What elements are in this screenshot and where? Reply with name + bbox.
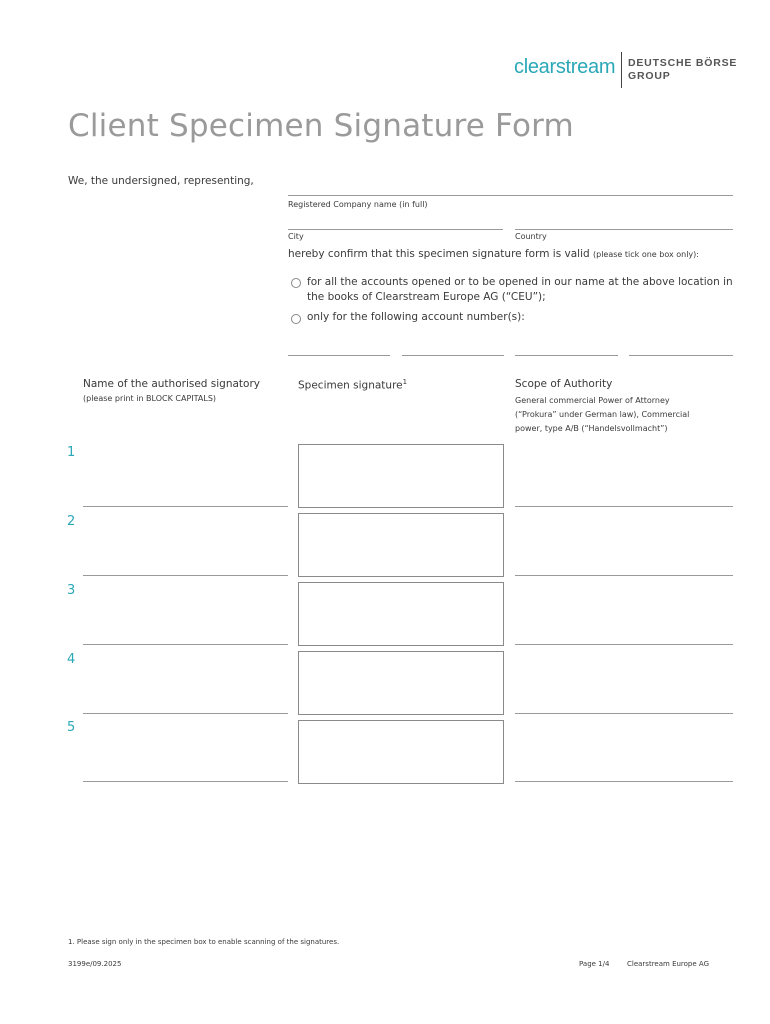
- option-specific-accounts: only for the following account number(s):: [307, 311, 525, 323]
- city-field[interactable]: [288, 229, 503, 230]
- intro-text: We, the undersigned, representing,: [68, 175, 254, 187]
- deutsche-boerse-logo: [628, 57, 737, 83]
- signatory-name-field-1[interactable]: [83, 506, 288, 507]
- account-number-field-1[interactable]: [288, 355, 390, 356]
- account-number-field-2[interactable]: [402, 355, 504, 356]
- country-field[interactable]: [515, 229, 733, 230]
- scope-field-5[interactable]: [515, 781, 733, 782]
- scope-note-line1: General commercial Power of Attorney: [515, 396, 670, 405]
- specific-accounts-checkbox[interactable]: [291, 314, 301, 324]
- row-number-1: 1: [67, 445, 76, 460]
- all-accounts-checkbox[interactable]: [291, 278, 301, 288]
- city-label: City: [288, 232, 304, 241]
- signatory-name-field-3[interactable]: [83, 644, 288, 645]
- header-specimen-signature: [298, 378, 407, 392]
- footnote-marker: 1: [402, 378, 408, 386]
- header-scope-of-authority: Scope of Authority: [515, 378, 613, 390]
- footer-company: Clearstream Europe AG: [627, 960, 709, 968]
- account-number-field-3[interactable]: [515, 355, 618, 356]
- option-all-accounts-line2: the books of Clearstream Europe AG (“CEU”);: [307, 291, 546, 303]
- scope-note-line2: (“Prokura” under German law), Commercial: [515, 410, 690, 419]
- logo-group-line1: DEUTSCHE BÖRSE: [628, 57, 738, 69]
- clearstream-logo: clearstream: [514, 56, 616, 78]
- specimen-signature-box-4[interactable]: [298, 651, 504, 715]
- header-scope-note: [515, 394, 689, 436]
- confirm-note: (please tick one box only):: [593, 250, 699, 259]
- signatory-name-field-2[interactable]: [83, 575, 288, 576]
- scope-field-3[interactable]: [515, 644, 733, 645]
- header-signatory-name: Name of the authorised signatory: [83, 378, 261, 390]
- specimen-signature-box-5[interactable]: [298, 720, 504, 784]
- scope-field-4[interactable]: [515, 713, 733, 714]
- row-number-4: 4: [67, 652, 76, 667]
- company-name-label: Registered Company name (in full): [288, 200, 428, 209]
- page-title: Client Specimen Signature Form: [68, 108, 574, 144]
- signatory-name-field-5[interactable]: [83, 781, 288, 782]
- specimen-signature-box-1[interactable]: [298, 444, 504, 508]
- signatory-name-field-4[interactable]: [83, 713, 288, 714]
- company-name-field[interactable]: [288, 195, 733, 196]
- specimen-signature-box-3[interactable]: [298, 582, 504, 646]
- row-number-2: 2: [67, 514, 76, 529]
- row-number-5: 5: [67, 720, 76, 735]
- scope-field-1[interactable]: [515, 506, 733, 507]
- confirm-text: hereby confirm that this specimen signature form is valid: [288, 248, 590, 260]
- header-specimen-label: Specimen signature: [298, 379, 403, 392]
- account-number-field-4[interactable]: [629, 355, 733, 356]
- footnote: 1. Please sign only in the specimen box to enable scanning of the signatures.: [68, 938, 340, 946]
- logo-divider: [621, 52, 622, 88]
- specimen-signature-box-2[interactable]: [298, 513, 504, 577]
- scope-field-2[interactable]: [515, 575, 733, 576]
- option-all-accounts: [307, 275, 733, 305]
- header-signatory-note: (please print in BLOCK CAPITALS): [83, 394, 217, 403]
- document-reference: 3199e/09.2025: [68, 960, 122, 968]
- confirm-statement: [288, 248, 699, 260]
- logo-group-line2: GROUP: [628, 70, 671, 82]
- row-number-3: 3: [67, 583, 76, 598]
- option-all-accounts-line1: for all the accounts opened or to be opened in our name at the above location in: [307, 276, 733, 288]
- country-label: Country: [515, 232, 547, 241]
- scope-note-line3: power, type A/B (“Handelsvollmacht”): [515, 424, 668, 433]
- page-number: Page 1/4: [579, 960, 610, 968]
